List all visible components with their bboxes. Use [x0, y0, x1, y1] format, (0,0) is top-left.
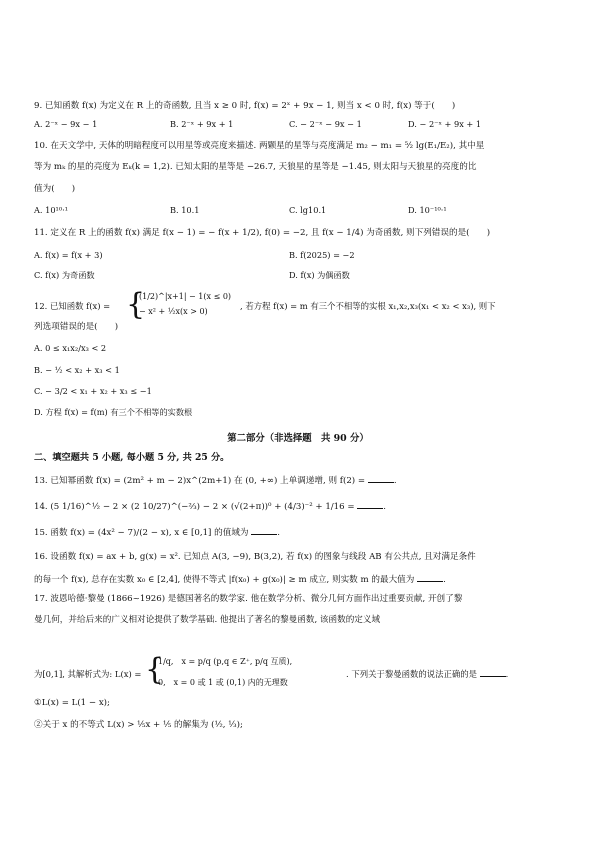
q17-line-2: 曼几何，并给后来的广义相对论提供了数学基础. 他提出了著名的黎曼函数, 该函数的定义域 [34, 615, 381, 625]
q16-text: 的每一个 f(x), 总存在实数 x₀ ∈ [2,4], 使得不等式 |f(x₀) + g(x₀)| ≥ m 成立, 则实数 m 的最大值为 [34, 575, 415, 585]
q9-stem: 9. 已知函数 f(x) 为定义在 R 上的奇函数, 且当 x ≥ 0 时, f(x) = 2ˣ + 9x − 1, 则当 x < 0 时, f(x) 等于( ) [34, 101, 456, 111]
q16-answer-blank [417, 573, 443, 582]
section-fill-blank-heading: 二、填空题共 5 小题, 每小题 5 分, 共 25 分。 [34, 452, 230, 463]
q13-stem: 13. 已知幂函数 f(x) = (2m² + m − 2)x^(2m+1) 在 (0, +∞) 上单调递增, 则 f(2) = . [34, 476, 397, 486]
q11-option-a: A. f(x) = f(x + 3) [34, 250, 103, 260]
q17-case-2: 0, x = 0 或 1 或 (0,1) 内的无理数 [158, 678, 288, 687]
q17-brace: { [145, 652, 165, 687]
q12-brace: { [126, 287, 146, 322]
q17-suffix-wrap: . 下列关于黎曼函数的说法正确的是 . [346, 669, 509, 679]
q17-prefix: 为[0,1], 其解析式为: L(x) = [34, 669, 142, 679]
q10-line-2: 等为 mₖ 的星的亮度为 Eₖ(k = 1,2). 已知太阳的星等是 −26.7, 天狼星的星等是 −1.45, 则太阳与天狼星的亮度的比 [34, 162, 477, 172]
q15-answer-blank [251, 526, 277, 535]
q9-option-a: A. 2⁻ˣ − 9x − 1 [34, 119, 98, 129]
q11-option-c: C. f(x) 为奇函数 [34, 270, 95, 280]
q9-option-c: C. − 2⁻ˣ − 9x − 1 [289, 119, 362, 129]
q12-suffix: , 若方程 f(x) = m 有三个不相等的实根 x₁,x₂,x₃(x₁ < x₂ < x₃), 则下 [240, 301, 496, 311]
q16-line-2: 的每一个 f(x), 总存在实数 x₀ ∈ [2,4], 使得不等式 |f(x₀) + g(x₀)| ≥ m 成立, 则实数 m 的最大值为 . [34, 575, 446, 585]
q10-line-3: 值为( ) [34, 184, 76, 194]
q12-case-1: (1/2)^|x+1| − 1(x ≤ 0) [139, 292, 232, 301]
q14-stem: 14. (5 1/16)^½ − 2 × (2 10/27)^(−⅔) − 2 × (√(2+π))⁰ + (4/3)⁻² + 1/16 = . [34, 502, 387, 512]
q12-option-b: B. − ½ < x₂ + x₃ < 1 [34, 365, 120, 375]
q17-answer-blank [480, 668, 506, 677]
q9-option-d: D. − 2⁻ˣ + 9x + 1 [408, 119, 482, 129]
q11-option-b: B. f(2025) = −2 [289, 250, 355, 260]
q9-option-b: B. 2⁻ˣ + 9x + 1 [170, 119, 234, 129]
q11-stem: 11. 定义在 R 上的函数 f(x) 满足 f(x − 1) = − f(x + 1/2), f(0) = −2, 且 f(x − 1/4) 为奇函数, 则下列错误的是( ) [34, 228, 491, 238]
q13-text: 13. 已知幂函数 f(x) = (2m² + m − 2)x^(2m+1) 在 (0, +∞) 上单调递增, 则 f(2) = [34, 476, 366, 486]
part2-title: 第二部分（非选择题 共 90 分） [227, 433, 369, 444]
q12-option-a: A. 0 ≤ x₁x₂/x₃ < 2 [34, 343, 107, 353]
q13-answer-blank [368, 474, 394, 483]
q11-option-d: D. f(x) 为偶函数 [289, 270, 350, 280]
q14-answer-blank [357, 500, 383, 509]
q16-line-1: 16. 设函数 f(x) = ax + b, g(x) = x². 已知点 A(3, −9), B(3,2), 若 f(x) 的图象与线段 AB 有公共点, 且对满足条件 [34, 552, 476, 562]
q17-suffix: . 下列关于黎曼函数的说法正确的是 [346, 669, 477, 679]
q10-option-a: A. 10¹⁰·¹ [34, 205, 68, 215]
q12-line-2: 列选项错误的是( ) [34, 322, 119, 332]
q12-option-d: D. 方程 f(x) = f(m) 有三个不相等的实数根 [34, 407, 193, 417]
q17-statement-1: ①L(x) = L(1 − x); [34, 698, 110, 708]
q10-option-d: D. 10⁻¹⁰·¹ [408, 205, 447, 215]
q10-option-c: C. lg10.1 [289, 205, 327, 215]
q17-line-1: 17. 波恩哈德·黎曼 (1866~1926) 是德国著名的数学家. 他在数学分析、微分几何方面作出过重要贡献, 开创了黎 [34, 594, 463, 604]
q12-option-c: C. − 3/2 < x₁ + x₂ + x₃ ≤ −1 [34, 386, 152, 396]
q17-case-1: 1/q, x = p/q (p,q ∈ Z⁺, p/q 互质), [158, 657, 293, 666]
q14-text: 14. (5 1/16)^½ − 2 × (2 10/27)^(−⅔) − 2 × (√(2+π))⁰ + (4/3)⁻² + 1/16 = [34, 502, 355, 512]
q10-option-b: B. 10.1 [170, 205, 200, 215]
q12-prefix: 12. 已知函数 f(x) = [34, 301, 111, 311]
q15-stem: 15. 函数 f(x) = (4x² − 7)/(2 − x), x ∈ [0,1] 的值域为 . [34, 528, 280, 538]
q10-line-1: 10. 在天文学中, 天体的明暗程度可以用星等或亮度来描述. 两颗星的星等与亮度满足 m₂ − m₁ = ⁵⁄₂ lg(E₁/E₂), 其中星 [34, 141, 485, 151]
q12-case-2: − x² + ½x(x > 0) [139, 307, 208, 316]
q17-statement-2: ②关于 x 的不等式 L(x) > ⅕x + ⅕ 的解集为 (½, ⅓); [34, 720, 243, 730]
q15-text: 15. 函数 f(x) = (4x² − 7)/(2 − x), x ∈ [0,1] 的值域为 [34, 528, 249, 538]
